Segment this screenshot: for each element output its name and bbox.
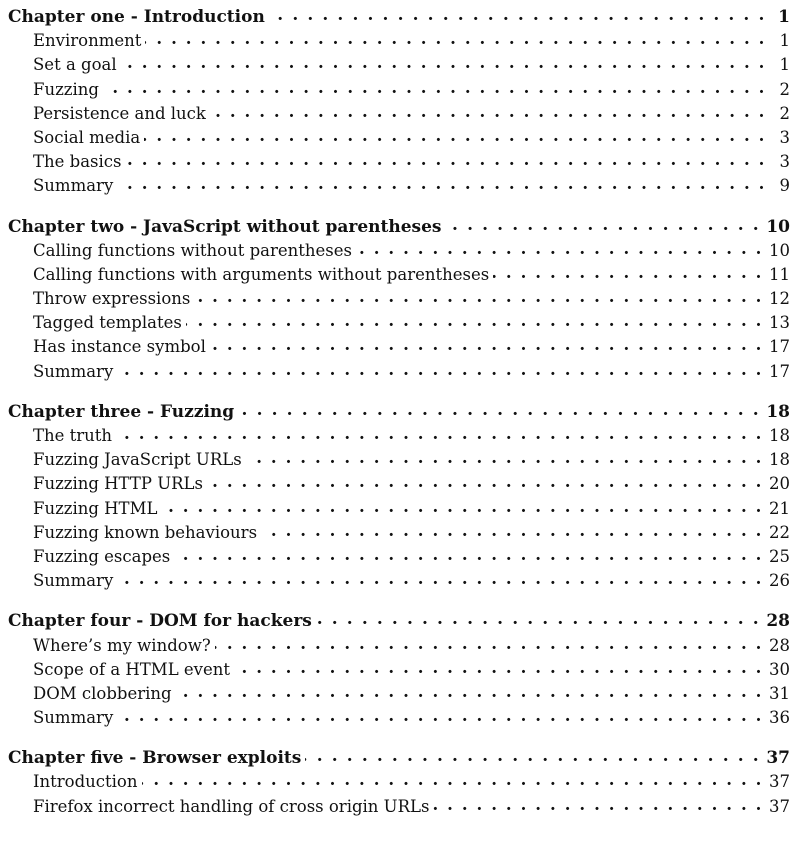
section-page-number: 2 — [779, 79, 790, 99]
section-title: Where’s my window? — [33, 635, 211, 655]
chapter-title: Chapter three - Fuzzing — [8, 401, 235, 422]
section-entry[interactable] — [8, 545, 790, 569]
section-title: Set a goal — [33, 55, 117, 75]
section-page-number: 25 — [769, 546, 790, 566]
section-page-number: 17 — [769, 361, 790, 381]
section-page-number: 1 — [779, 55, 790, 75]
dot-leader — [234, 661, 763, 675]
section-entry[interactable] — [8, 360, 790, 384]
dot-leader — [356, 242, 763, 256]
section-title: Fuzzing — [33, 79, 99, 99]
section-entry[interactable] — [8, 311, 790, 335]
chapter-entry[interactable] — [8, 746, 790, 770]
section-page-number: 30 — [769, 659, 790, 679]
section-title: Social media — [33, 127, 141, 147]
section-page-number: 20 — [769, 474, 790, 494]
chapter-page-number: 1 — [778, 7, 790, 27]
chapter-page-number: 10 — [766, 216, 790, 237]
dot-leader — [446, 218, 761, 232]
dot-leader — [117, 709, 763, 723]
section-entry[interactable] — [8, 658, 790, 682]
section-title: Calling functions with arguments without parentheses — [33, 264, 490, 284]
dot-leader — [207, 475, 763, 489]
chapter-entry[interactable] — [8, 215, 790, 239]
section-entry[interactable] — [8, 682, 790, 706]
toc-chapter — [8, 609, 790, 730]
section-entry[interactable] — [8, 706, 790, 730]
section-entry[interactable] — [8, 263, 790, 287]
section-page-number: 18 — [769, 426, 790, 445]
section-title: DOM clobbering — [33, 683, 172, 703]
section-entry[interactable] — [8, 472, 790, 496]
dot-leader — [493, 266, 763, 280]
section-title: Fuzzing escapes — [33, 546, 171, 566]
dot-leader — [103, 81, 766, 95]
section-page-number: 3 — [779, 152, 790, 172]
dot-leader — [117, 177, 766, 191]
section-title: Throw expressions — [33, 289, 191, 309]
section-title: Environment — [33, 31, 142, 51]
section-entry[interactable] — [8, 424, 790, 448]
dot-leader — [186, 314, 763, 328]
dot-leader — [144, 129, 766, 143]
section-entry[interactable] — [8, 287, 790, 311]
section-title: Tagged templates — [33, 313, 182, 333]
section-entry[interactable] — [8, 795, 790, 819]
section-page-number: 28 — [769, 635, 790, 655]
chapter-page-number: 37 — [766, 748, 790, 769]
section-page-number: 10 — [769, 240, 790, 260]
section-entry[interactable] — [8, 78, 790, 102]
section-page-number: 12 — [769, 289, 790, 309]
dot-leader — [176, 685, 763, 699]
section-entry[interactable] — [8, 239, 790, 263]
section-entry[interactable] — [8, 448, 790, 472]
dot-leader — [316, 612, 760, 626]
chapter-title: Chapter two - JavaScript without parentheses — [8, 216, 442, 237]
dot-leader — [261, 524, 763, 538]
section-entry[interactable] — [8, 102, 790, 126]
section-title: Summary — [33, 708, 114, 728]
toc-chapter — [8, 5, 790, 199]
section-entry[interactable] — [8, 770, 790, 794]
section-entry[interactable] — [8, 569, 790, 593]
chapter-title: Chapter one - Introduction — [8, 7, 265, 27]
section-title: Fuzzing HTML — [33, 498, 158, 518]
toc-chapter — [8, 400, 790, 594]
section-page-number: 21 — [769, 498, 790, 518]
section-title: Has instance symbol — [33, 337, 206, 357]
section-entry[interactable] — [8, 521, 790, 545]
dot-leader — [145, 32, 766, 46]
section-page-number: 1 — [779, 31, 790, 51]
section-title: Scope of a HTML event — [33, 659, 231, 679]
dot-leader — [238, 403, 760, 417]
section-entry[interactable] — [8, 335, 790, 359]
chapter-entry[interactable] — [8, 5, 790, 29]
dot-leader — [215, 637, 763, 651]
section-title: The basics — [33, 152, 122, 172]
dot-leader — [126, 153, 767, 167]
section-entry[interactable] — [8, 29, 790, 53]
dot-leader — [117, 572, 763, 586]
section-page-number: 22 — [769, 522, 790, 542]
section-page-number: 26 — [769, 571, 790, 591]
table-of-contents — [8, 5, 790, 835]
section-entry[interactable] — [8, 634, 790, 658]
section-page-number: 3 — [779, 127, 790, 147]
dot-leader — [117, 363, 763, 377]
section-title: Calling functions without parentheses — [33, 240, 353, 260]
section-page-number: 18 — [769, 450, 790, 470]
section-title: Persistence and luck — [33, 103, 206, 123]
dot-leader — [121, 56, 766, 70]
section-page-number: 17 — [769, 337, 790, 357]
dot-leader — [210, 338, 763, 352]
dot-leader — [246, 451, 763, 465]
section-entry[interactable] — [8, 174, 790, 198]
chapter-entry[interactable] — [8, 609, 790, 633]
toc-chapter — [8, 746, 790, 819]
section-page-number: 37 — [769, 796, 790, 816]
chapter-page-number: 28 — [766, 611, 790, 632]
section-title: The truth — [33, 426, 113, 445]
dot-leader — [433, 798, 763, 812]
section-entry[interactable] — [8, 53, 790, 77]
section-title: Introduction — [33, 772, 138, 792]
dot-leader — [305, 749, 760, 763]
section-title: Summary — [33, 361, 114, 381]
section-entry[interactable] — [8, 497, 790, 521]
section-page-number: 37 — [769, 772, 790, 792]
section-page-number: 2 — [779, 103, 790, 123]
dot-leader — [161, 500, 763, 514]
section-entry[interactable] — [8, 126, 790, 150]
chapter-title: Chapter four - DOM for hackers — [8, 611, 312, 632]
section-title: Fuzzing HTTP URLs — [33, 474, 203, 494]
section-page-number: 13 — [769, 313, 790, 333]
toc-chapter — [8, 215, 790, 384]
section-title: Fuzzing JavaScript URLs — [33, 450, 242, 470]
section-title: Firefox incorrect handling of cross origin URLs — [33, 796, 430, 816]
section-page-number: 11 — [769, 264, 790, 284]
dot-leader — [116, 427, 763, 441]
section-page-number: 31 — [769, 683, 790, 703]
dot-leader — [194, 290, 763, 304]
dot-leader — [142, 773, 764, 787]
dot-leader — [210, 105, 766, 119]
section-entry[interactable] — [8, 150, 790, 174]
chapter-entry[interactable] — [8, 400, 790, 424]
section-title: Summary — [33, 571, 114, 591]
section-page-number: 36 — [769, 708, 790, 728]
chapter-title: Chapter five - Browser exploits — [8, 748, 302, 769]
section-title: Summary — [33, 176, 114, 196]
dot-leader — [174, 548, 763, 562]
section-title: Fuzzing known behaviours — [33, 522, 258, 542]
section-page-number: 9 — [779, 176, 790, 196]
dot-leader — [269, 8, 766, 22]
chapter-page-number: 18 — [766, 401, 790, 422]
